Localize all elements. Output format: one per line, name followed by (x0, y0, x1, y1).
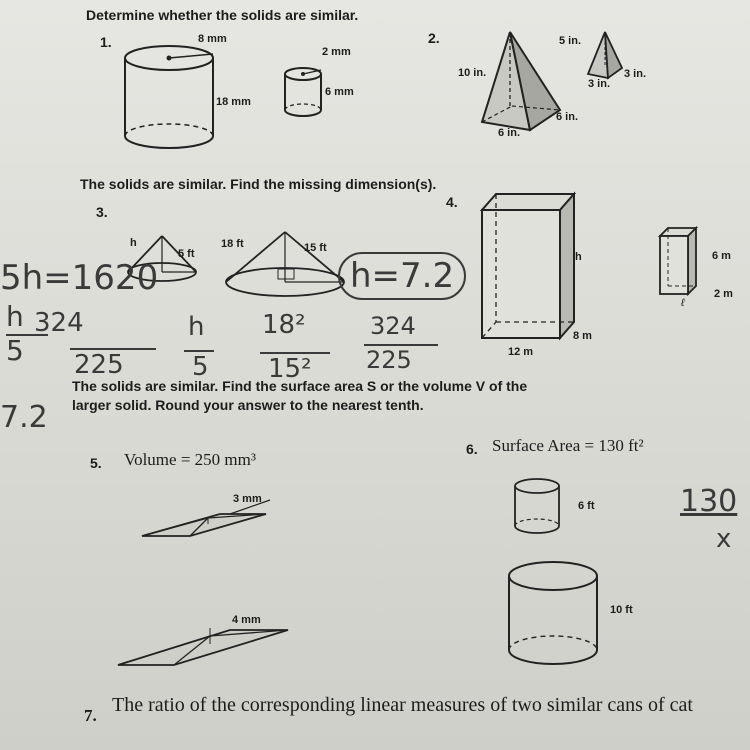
problem-5-figure (110, 500, 310, 670)
p6-big-height-label: 10 ft (610, 604, 633, 616)
p3-big-r-label: 15 ft (304, 242, 327, 254)
handwritten-15sq: 15² (268, 354, 312, 384)
problem-3-number: 3. (96, 204, 108, 220)
problem-6-surface-area: Surface Area = 130 ft² (492, 436, 644, 455)
handwritten-fraction-bar-4 (260, 352, 330, 354)
section-2-heading: The solids are similar. Find the missing dimension(s). (80, 176, 437, 192)
handwritten-fraction-bar-2 (70, 348, 156, 350)
handwritten-h: h (6, 300, 24, 333)
handwritten-answer-circled: h=7.2 (338, 252, 466, 300)
p2-small-side-label: 3 in. (624, 68, 647, 80)
problem-7-text: The ratio of the corresponding linear measures of two similar cans of cat (112, 694, 693, 716)
problem-4-number: 4. (446, 194, 458, 210)
p1-small-height-label: 6 mm (325, 86, 354, 98)
problem-4-figure (470, 190, 740, 350)
p4-big-h-label: h (575, 251, 582, 263)
page-title: Determine whether the solids are similar. (86, 7, 359, 23)
handwritten-fraction-bar-5 (364, 344, 438, 346)
p1-big-diameter-label: 8 mm (198, 33, 227, 45)
p2-small-front-label: 3 in. (588, 78, 611, 90)
handwritten-equals-324: 324 (34, 308, 84, 338)
handwritten-225b: 225 (366, 346, 412, 374)
p5-big-side-label: 4 mm (232, 614, 261, 626)
handwritten-130: 130 (680, 484, 738, 519)
p4-big-w-label: 12 m (508, 346, 534, 358)
handwritten-5: 5 (6, 334, 24, 367)
p4-big-d-label: 8 m (573, 330, 592, 342)
p2-small-height-label: 5 in. (559, 35, 582, 47)
problem-7-number: 7. (84, 706, 97, 725)
p3-small-r-label: 5 ft (178, 248, 195, 260)
p2-big-side-label: 6 in. (556, 111, 579, 123)
problem-2-number: 2. (428, 30, 440, 46)
p4-small-d-label: 2 m (714, 288, 733, 300)
handwritten-18sq: 18² (262, 310, 306, 340)
problem-5-volume: Volume = 250 mm³ (124, 450, 256, 469)
p2-big-height-label: 10 in. (458, 67, 487, 79)
p1-big-height-label: 18 mm (216, 96, 251, 108)
handwritten-225: 225 (74, 350, 124, 380)
p3-small-h-label: h (130, 237, 137, 249)
problem-1-number: 1. (100, 34, 112, 50)
problem-5-number: 5. (90, 455, 102, 471)
p2-big-front-label: 6 in. (498, 127, 521, 139)
problem-6-figure (505, 474, 615, 674)
p3-big-slant-label: 18 ft (221, 238, 244, 250)
problem-6-number: 6. (466, 441, 478, 457)
p6-small-height-label: 6 ft (578, 500, 595, 512)
handwritten-x: x (716, 524, 732, 554)
handwritten-7-2: 7.2 (0, 400, 48, 435)
handwritten-324: 324 (370, 312, 416, 340)
section-3-heading-line1: The solids are similar. Find the surface area S or the volume V of the (72, 378, 528, 394)
handwritten-prop-h: h (188, 312, 205, 342)
p5-small-side-label: 3 mm (233, 493, 262, 505)
handwritten-fraction-bar-3 (184, 350, 214, 352)
p1-small-diameter-label: 2 mm (322, 46, 351, 58)
p4-small-w-label: ℓ (681, 297, 685, 309)
handwritten-equation-5h: 5h=1620 (0, 258, 159, 298)
p4-small-h-label: 6 m (712, 250, 731, 262)
section-3-heading-line2: larger solid. Round your answer to the nearest tenth. (72, 397, 424, 413)
handwritten-prop-5: 5 (192, 352, 209, 382)
